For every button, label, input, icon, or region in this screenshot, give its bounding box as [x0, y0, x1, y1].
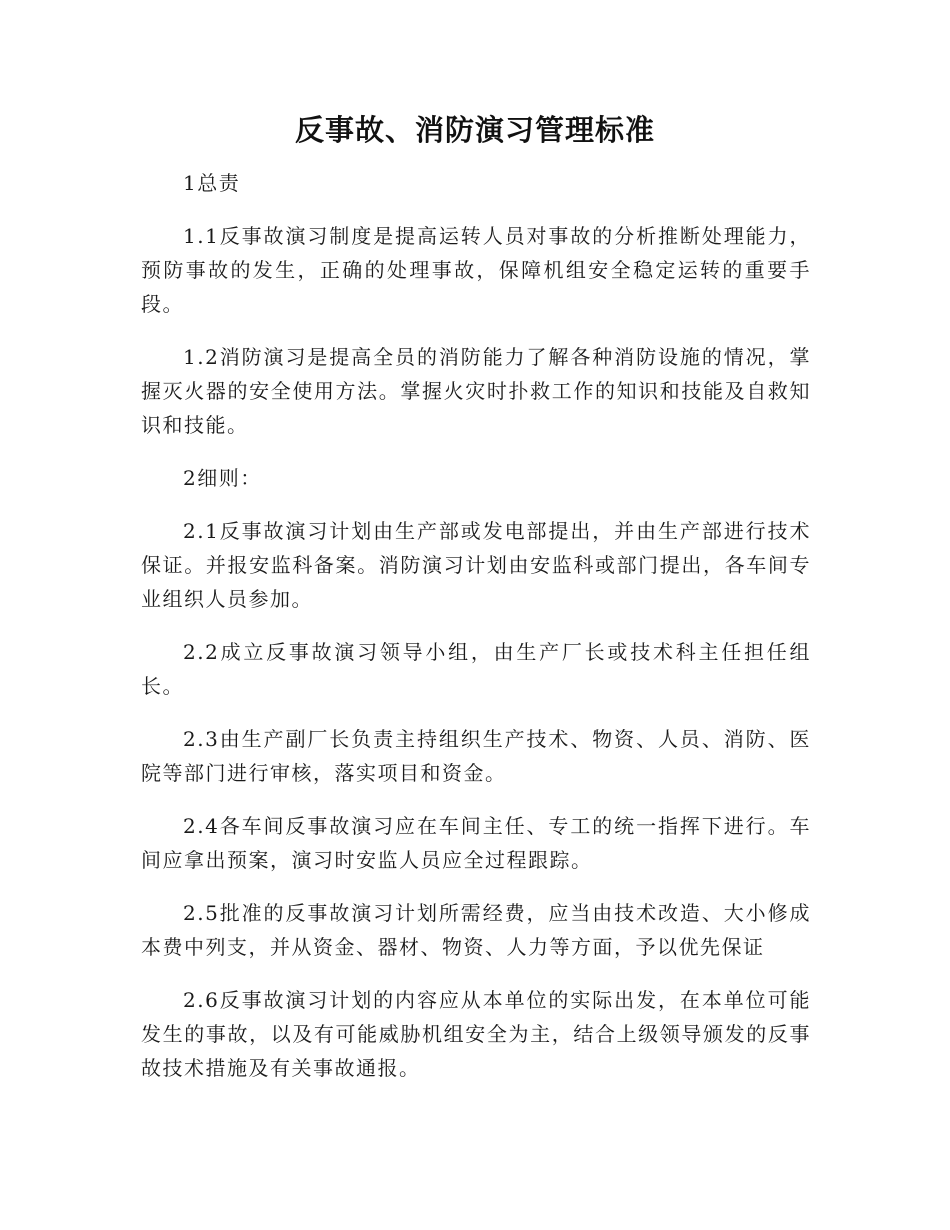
document-title: 反事故、消防演习管理标准	[294, 113, 655, 147]
paragraph-2-6: 2.6反事故演习计划的内容应从本单位的实际出发，在本单位可能发生的事故，以及有可能威胁机组安全为主，结合上级领导颁发的反事故技术措施及有关事故通报。	[141, 988, 811, 1080]
paragraph-2-1: 2.1反事故演习计划由生产部或发电部提出，并由生产部进行技术保证。并报安监科备案。消防演习计划由安监科或部门提出，各车间专业组织人员参加。	[141, 519, 811, 611]
paragraph-2-2: 2.2成立反事故演习领导小组，由生产厂长或技术科主任担任组长。	[141, 640, 811, 698]
paragraph-2-4: 2.4各车间反事故演习应在车间主任、专工的统一指挥下进行。车间应拿出预案，演习时安监人员应全过程跟踪。	[141, 814, 811, 872]
paragraph-1-2: 1.2消防演习是提高全员的消防能力了解各种消防设施的情况，掌握灭火器的安全使用方法。掌握火灾时扑救工作的知识和技能及自救知识和技能。	[141, 345, 811, 437]
paragraph-1-1: 1.1反事故演习制度是提高运转人员对事故的分析推断处理能力，预防事故的发生，正确的处理事故，保障机组安全稳定运转的重要手段。	[141, 224, 811, 316]
paragraph-2-5: 2.5批准的反事故演习计划所需经费，应当由技术改造、大小修成本费中列支，并从资金、器材、物资、人力等方面，予以优先保证	[141, 901, 811, 959]
document-body	[141, 166, 811, 1104]
section-heading-2: 2细则：	[183, 466, 262, 490]
paragraph-2-3: 2.3由生产副厂长负责主持组织生产技术、物资、人员、消防、医院等部门进行审核，落实项目和资金。	[141, 727, 811, 785]
section-heading-1: 1总责	[183, 171, 241, 195]
